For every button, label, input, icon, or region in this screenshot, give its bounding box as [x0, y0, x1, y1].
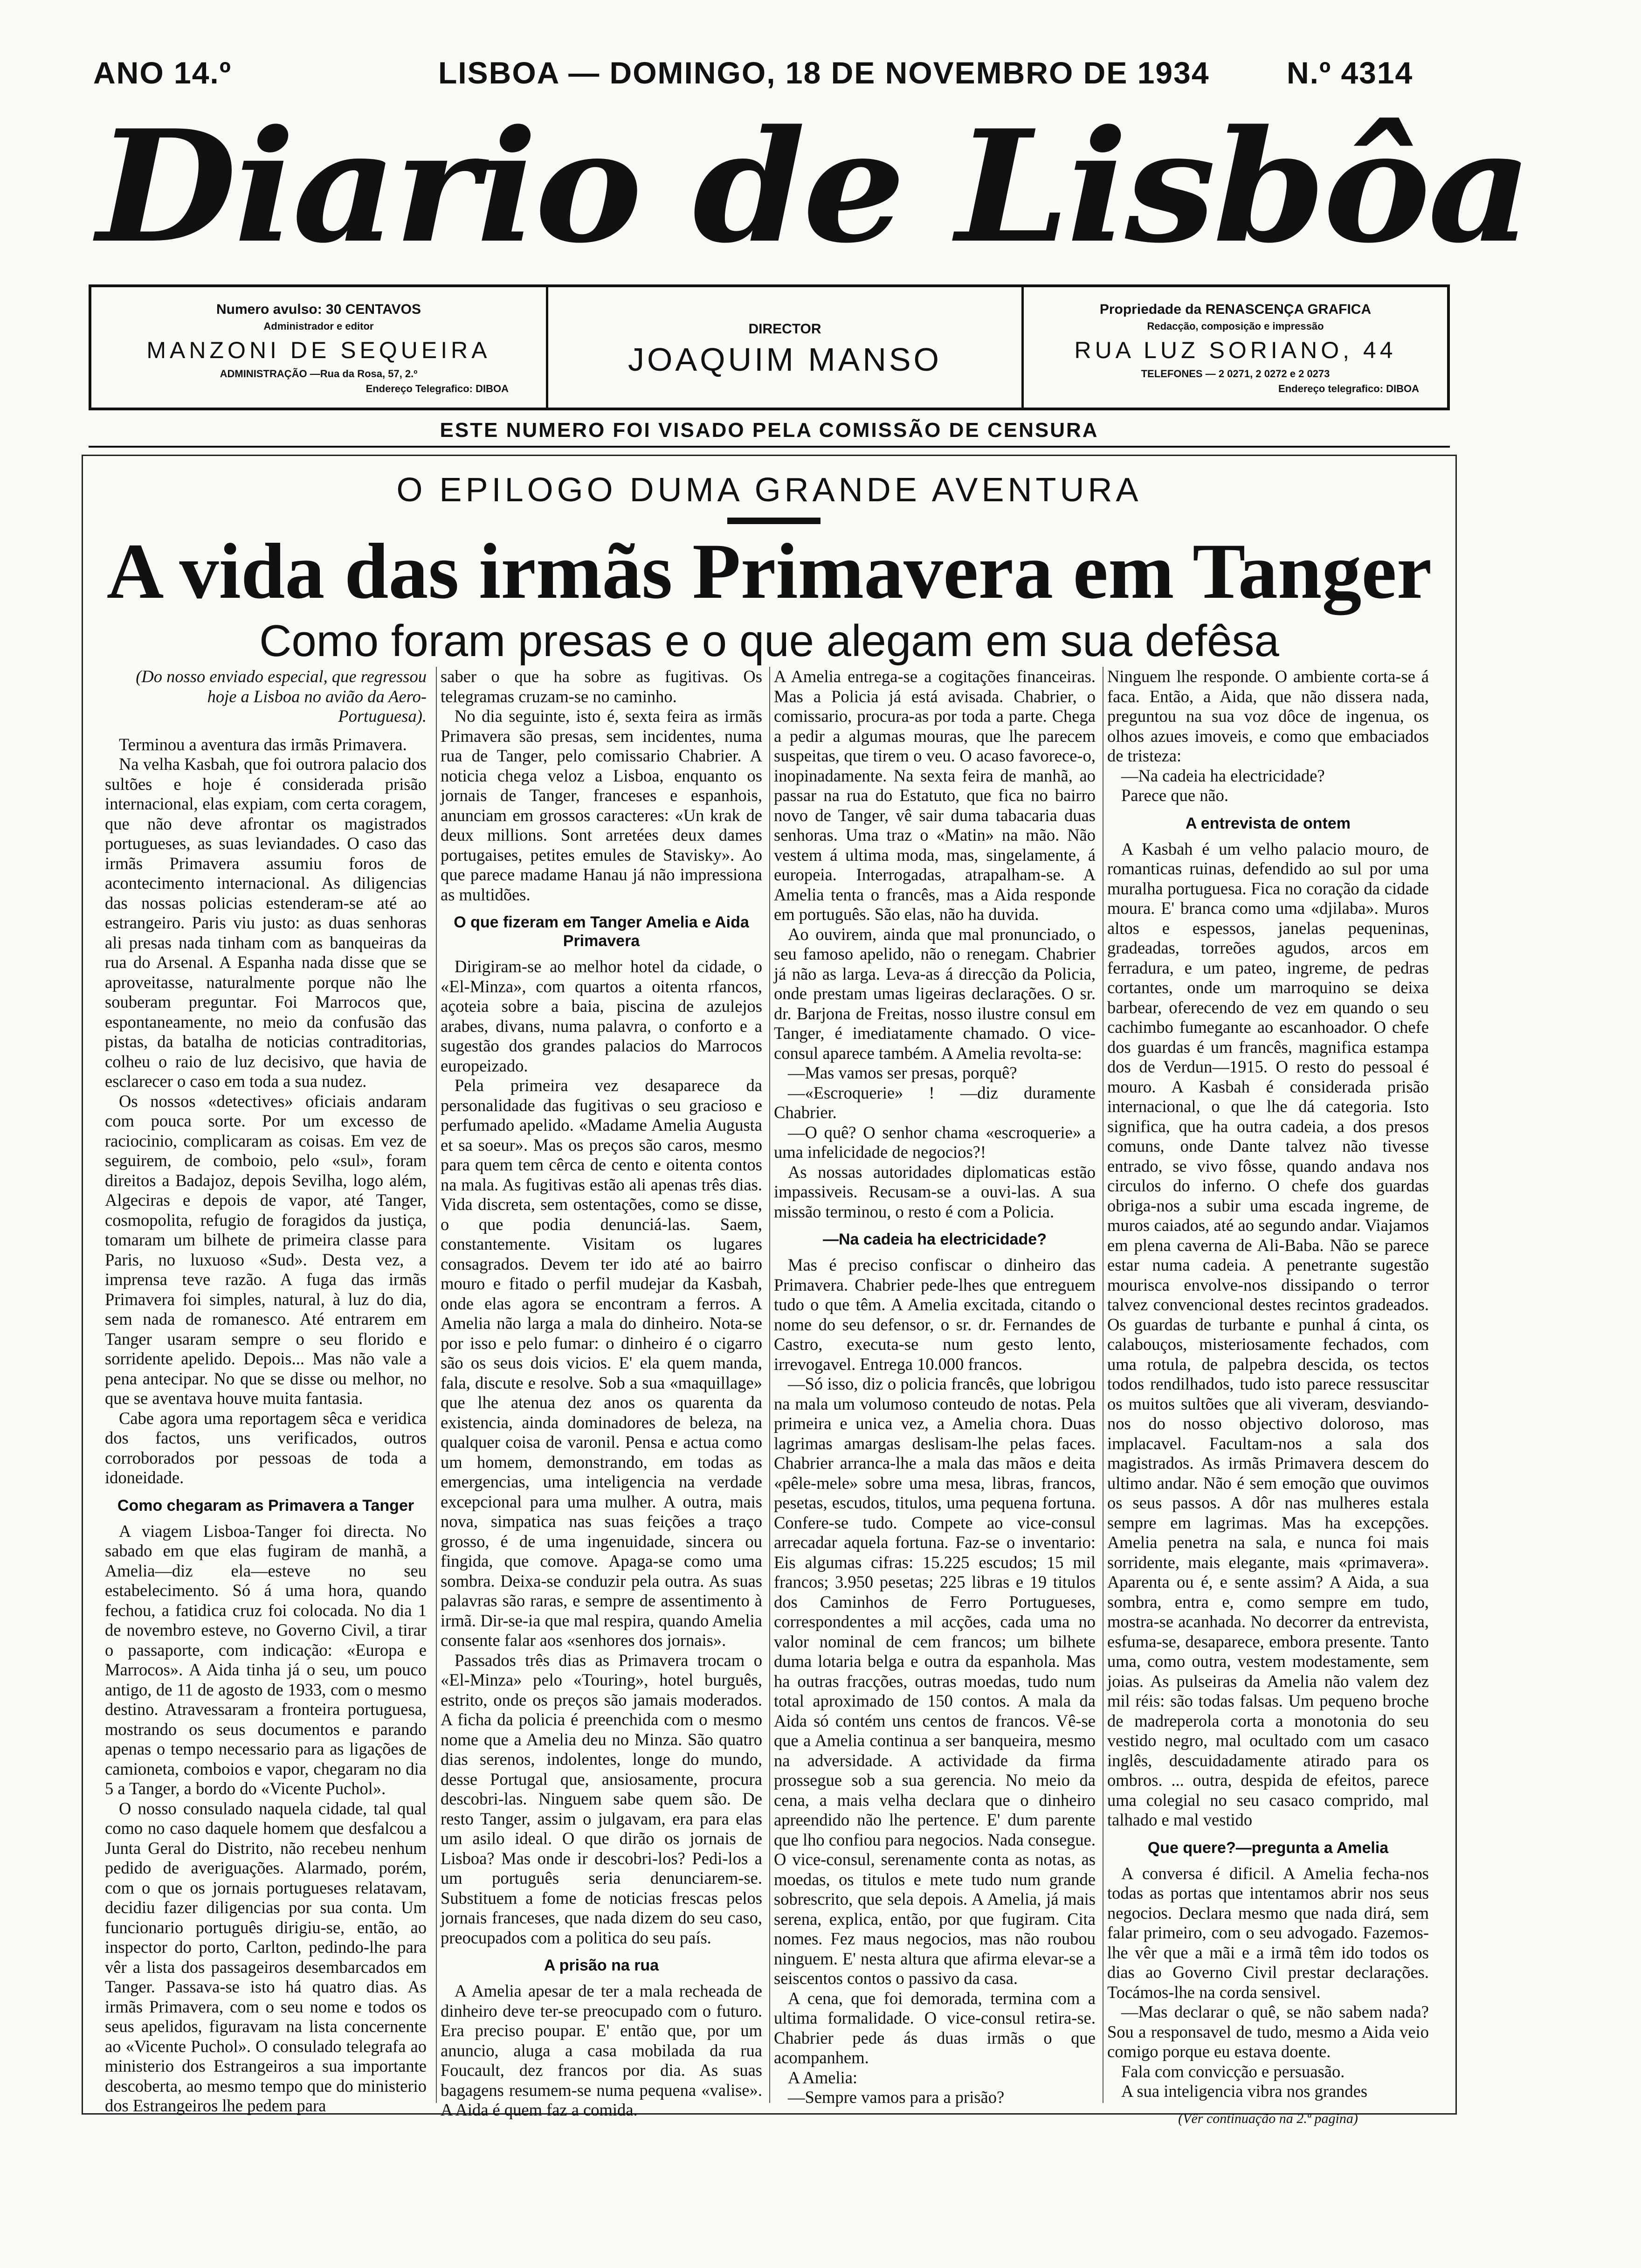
- paragraph: O nosso consulado naquela cidade, tal qual como no caso daquele homem que desfalcou a Junta Geral do Distrito, não recebeu nenhum pedido de averiguações. Alarmado, porém, com o que os jornais portugueses relatavam, decidiu fazer diligencias por sua conta. Um funcionario português dirigiu-se, então, ao inspector do porto, Carlton, pedindo-lhe para vêr a lista dos passageiros desembarcados em Tanger. Passava-se isto há quatro dias. As irmãs Primavera, com o seu nome e todos os seus apelidos, figuravam na lista concernente ao «Vicente Puchol». O consulado telegrafa ao ministerio dos Estrangeiros a sua importante descoberta, ao mesmo tempo que do ministerio dos Estrangeiros lhe pedem para: [105, 1798, 427, 2115]
- director-role: DIRECTOR: [748, 321, 821, 337]
- section-heading: Como chegaram as Primavera a Tanger: [117, 1496, 414, 1514]
- paragraph: A Amelia entrega-se a cogitações financeiras. Mas a Policia já está avisada. Chabrier, o comissario, procura-as por toda a parte. Chega a pedir a algumas mouras, que lhe parecem suspeitas, que tirem o veu. O acaso favorece-o, inopinadamente. Na sexta feira de manhã, ao passar na rua do Estatuto, que fica no bairro novo de Tanger, vê sair duma tabacaria duas senhoras. Uma traz o «Matin» na mão. Não vestem á ultima moda, mas, singelamente, á europeia. Interrogadas, atrapalham-se. A Amelia tenta o francês, mas a Aida responde em português. São elas, não ha duvida.: [774, 667, 1096, 924]
- paragraph: saber o que ha sobre as fugitivas. Os telegramas cruzam-se no caminho.: [441, 667, 762, 706]
- owner-address: RUA LUZ SORIANO, 44: [1074, 337, 1397, 363]
- dialogue-line: —Mas vamos ser presas, porquê?: [788, 1063, 1017, 1082]
- admin-telegraph: Endereço Telegrafico: DIBOA: [365, 383, 509, 394]
- admin-address: ADMINISTRAÇÃO —Rua da Rosa, 57, 2.º: [220, 368, 418, 380]
- correspondent-note: (Do nosso enviado especial, que regressou hoje a Lisboa no avião da Aero-Portuguesa).: [136, 667, 427, 726]
- article-column-2: [441, 667, 762, 2119]
- dialogue-line: —«Escroquerie» ! —diz duramente Chabrier.: [774, 1083, 1096, 1122]
- continuation-note: (Vêr continuação na 2.ª pagina): [1178, 2110, 1358, 2126]
- paragraph: Dirigiram-se ao melhor hotel da cidade, o «El-Minza», com quartos a oitenta rfancos, açoteia sobre a baia, piscina de azulejos arabes, divans, numa palavra, o conforto e a sugestão dos grandes palacios do Marrocos europeizado.: [441, 957, 762, 1075]
- issue-date: LISBOA — DOMINGO, 18 DE NOVEMBRO DE 1934: [438, 55, 1210, 90]
- dialogue-line: —Mas declarar o quê, se não sabem nada? Sou a responsavel de tudo, mesmo a Aida veio comigo porque eu estava doente.: [1107, 2002, 1429, 2061]
- paragraph: Ninguem lhe responde. O ambiente corta-se á faca. Então, a Aida, que não dissera nada, preguntou na sua voz dôce de ingenua, os olhos azues imoveis, e como que embaciados de tristeza:: [1107, 667, 1429, 765]
- director-name: JOAQUIM MANSO: [627, 341, 942, 378]
- paragraph: Passados três dias as Primavera trocam o «El-Minza» pelo «Touring», hotel burguês, estrito, onde os preços são jamais moderados. A ficha da policia é preenchida com o mesmo nome que a Amelia deu no Minza. São quatro dias serenos, indolentes, longe do mundo, desse Portugal que, ansiosamente, procura descobri-las. Ninguem sabe quem são. De resto Tanger, assim o julgavam, era para elas um asilo ideal. O que dirão os jornais de Lisboa? Mas onde ir descobri-los? Pedi-los a um português seria denunciarem-se. Substituem a fome de noticias frescas pelos jornais franceses, que nada dizem do seu caso, preocupados com a politica do seu país.: [441, 1650, 762, 1947]
- paragraph: —Só isso, diz o policia francês, que lobrigou na mala um volumoso conteudo de notas. Pela primeira e unica vez, a Amelia chora. Duas lagrimas amargas deslisam-lhe pelas faces. Chabrier arranca-lhe a mala das mãos e deita «pêle-mele» sobre uma mesa, libras, francos, pesetas, escudos, titulos, uma pequena fortuna. Confere-se tudo. Compete ao vice-consul arrecadar aquela fortuna. Faz-se o inventario: Eis algumas cifras: 15.225 escudos; 15 mil francos; 3.950 pesetas; 225 libras e 19 titulos dos Caminhos de Ferro Portugueses, correspondentes a mil acções, cada uma no valor nominal de cem francos; um bilhete duma lotaria belga e outra da espanhola. Mas ha outras fracções, outras moedas, tudo num total aproximado de 150 contos. A mala da Aida só contém uns centos de francos. Vê-se que a Amelia continua a ser banqueira, mesmo na adversidade. A actividade da firma prossegue sob a sua gerencia. No meio da cena, a mais velha declara que o dinheiro apreendido não lhe pertence. E' dum parente que lho confiou para negocios. Nada consegue. O vice-consul, serenamente conta as notas, as moedas, os titulos e mete tudo num grande sobrescrito, que sela depois. A Amelia, já mais serena, explica, então, por que fugiram. Cita nomes. Fez maus negocios, mas não roubou ninguem. E' nesta altura que afirma elevar-se a seiscentos contos o passivo da casa.: [774, 1374, 1096, 1988]
- masthead-logo: Diario de Lisbôa: [97, 96, 1530, 277]
- phones: TELEFONES — 2 0271, 2 0272 e 2 0273: [1141, 368, 1330, 380]
- article-column-1: [105, 667, 427, 2115]
- paragraph: A Amelia apesar de ter a mala recheada de dinheiro deve ter-se preocupado com o futuro. Era preciso poupar. E' então que, por um anuncio, aluga a casa mobilada da rua Foucault, dez francos por dia. As suas bagagens resumem-se numa pequena «valise». A Aida é quem faz a comida.: [441, 1981, 762, 2119]
- owner-telegraph: Endereço telegrafico: DIBOA: [1278, 383, 1419, 394]
- price: Numero avulso: 30 CENTAVOS: [216, 302, 421, 317]
- publication-info-box: [89, 284, 1450, 410]
- admin-name: MANZONI DE SEQUEIRA: [146, 337, 491, 363]
- dialogue-line: —O quê? O senhor chama «escroquerie» a uma infelicidade de negocios?!: [774, 1122, 1096, 1162]
- owner: Propriedade da RENASCENÇA GRAFICA: [1099, 302, 1372, 317]
- section-heading: Que quere?—pregunta a Amelia: [1147, 1839, 1389, 1857]
- admin-info: [91, 287, 548, 408]
- workshop: Redacção, composição e impressão: [1147, 320, 1324, 332]
- censor-notice: ESTE NUMERO FOI VISADO PELA COMISSÃO DE CENSURA: [89, 419, 1450, 448]
- article-kicker: O EPILOGO DUMA GRANDE AVENTURA: [396, 471, 1142, 509]
- paragraph: A viagem Lisboa-Tanger foi directa. No sabado em que elas fugiram de manhã, a Amelia—diz ela—esteve no seu estabelecimento. Só á uma hora, quando fechou, a fatidica cruz foi colocada. No dia 1 de novembro esteve, no Governo Civil, a tirar o passaporte, com indicação: «Europa e Marrocos». A Aida tinha já o seu, um pouco antigo, de 11 de agosto de 1933, com o mesmo destino. Atravessaram a fronteira portuguesa, mostrando os seus documentos e parando apenas o tempo necessario para as ligações de camioneta, comboios e vapor, chegaram no dia 5 a Tanger, a bordo do «Vicente Puchol».: [105, 1521, 427, 1798]
- article-column-3: [774, 667, 1096, 2112]
- director-info: [548, 287, 1024, 408]
- paragraph: No dia seguinte, isto é, sexta feira as irmãs Primavera são presas, sem incidentes, numa rua de Tanger, pelo comissario Chabrier. A noticia chega veloz a Lisboa, enquanto os jornais de Tanger, franceses e espanhois, anunciam em grossos caracteres: «Un krak de deux millions. Sont arretées deux dames portugaises, petites emules de Stavisky». Ao que parece madame Hanau já não impressiona as multidões.: [441, 706, 762, 904]
- paragraph: Os nossos «detectives» oficiais andaram com pouca sorte. Por um excesso de raciocinio, complicaram as coisas. Em vez de seguirem, de comboio, pelo «sul», foram direitos a Badajoz, depois Sevilha, logo além, Algeciras e depois de vapor, até Tanger, cosmopolita, refugio de foragidos da justiça, tomaram um bilhete de primeira classe para Paris, no luxuoso «Sud». Desta vez, a imprensa teve razão. A fuga das irmãs Primavera foi simples, natural, à luz do dia, sem nada de romanesco. Até entrarem em Tanger usaram sempre o seu florido e sorridente apelido. Depois... Mas não vale a pena antecipar. No que se disse ou melhor, no que se aventava houve muita fantasia.: [105, 1091, 427, 1408]
- paragraph: Cabe agora uma reportagem sêca e veridica dos factos, uns verificados, outros corroborados por pessoas de toda a idoneidade.: [105, 1408, 427, 1487]
- paragraph: A conversa é dificil. A Amelia fecha-nos todas as portas que intentamos abrir nos seus negocios. Declara mesmo que nada dirá, sem falar primeiro, com o seu advogado. Fazemos-lhe vêr que a mãi e a irmã têm ido todos os dias ao Governo Civil prestar declarações. Tocámos-lhe na corda sensivel.: [1107, 1863, 1429, 2002]
- column-rule: [436, 667, 437, 2103]
- article-subhead: Como foram presas e o que alegam em sua defêsa: [259, 616, 1279, 666]
- section-heading: O que fizeram em Tanger Amelia e Aida Primavera: [454, 913, 749, 950]
- paragraph: Terminou a aventura das irmãs Primavera.: [119, 734, 407, 754]
- owner-info: [1024, 287, 1447, 408]
- dialogue-line: —Na cadeia ha electricidade?: [1121, 766, 1325, 785]
- paragraph: A Kasbah é um velho palacio mouro, de romanticas ruinas, defendido ao sul por uma muralha portuguesa. Fica no coração da cidade moura. E' branca como uma «djilaba». Muros altos e espessos, janelas pequeninas, gradeadas, torreões agudos, arcos em ferradura, e um pateo, ingreme, de pedras cortantes, onde um marroquino se deixa barbear, oferecendo de vez em quando o seu cachimbo fumegante ao escanhoador. O chefe dos guardas é um francês, magnifica estampa dos de Verdun—1915. O resto do pessoal é mouro. A Kasbah é considerada prisão internacional, o que lhe dá categoria. Isto significa, que ha outra cadeia, a dos presos comuns, onde Dante talvez não tivesse entrado, se vivo fôsse, quando andava nos circulos do inferno. O chefe dos guardas obriga-nos a subir uma escada ingreme, de muros caiados, até ao segundo andar. Viajamos em plena caverna de Ali-Baba. Não se parece estar numa cadeia. A penetrante sugestão mourisca envolve-nos dissipando o terror talvez convencional destes recintos gradeados. Os guardas de turbante e punhal á cinta, os calabouços, misteriosamente fechados, com uma rotula, de palpebra descida, os tectos todos rendilhados, tudo isto parece ressuscitar os muitos sultões que ali viveram, desviando-nos do nosso objectivo doloroso, mas implacavel. Facultam-nos a sala dos magistrados. As irmãs Primavera descem do ultimo andar. Não é sem emoção que ouvimos os seus passos. A dôr nas mulheres estala sempre em lagrimas. Mas ha excepções. Amelia penetra na sala, e nunca foi mais sorridente, mais elegante, mais «primavera». Aparenta ou é, e sente assim? A Aida, a sua sombra, entra e, como sempre em tudo, mostra-se acanhada. No decorrer da entrevista, esfuma-se, desaparece, embora presente. Tanto uma, como outra, vestem modestamente, sem joias. As pulseiras da Amelia não valem dez mil réis: são todas falsas. Um pequeno broche de madreperola corta a monotonia do seu vestido negro, mal ocultado com um casaco inglês, descuidadamente atirado para os ombros. ... outra, despida de efeitos, parece uma colegial no seu casaco comprido, mal talhado e mal vestido: [1107, 839, 1429, 1829]
- issue-year: ANO 14.º: [93, 55, 232, 90]
- paragraph: A sua inteligencia vibra nos grandes: [1121, 2081, 1368, 2101]
- paragraph: Fala com convicção e persuasão.: [1121, 2061, 1345, 2081]
- dialogue-line: —Sempre vamos para a prisão?: [788, 2088, 1005, 2107]
- paragraph: Pela primeira vez desaparece da personalidade das fugitivas o seu gracioso e perfumado apelido. «Madame Amelia Augusta et sa soeur». Mas os preços são caros, mesmo para quem tem cêrca de cento e oitenta contos na mala. As fugitivas estão ali apenas três dias. Vida discreta, sem ostentações, como se disse, o que podia denunciá-las. Saem, constantemente. Visitam os lugares consagrados. Devem ter ido até ao bairro mouro e fitado o perfil mudejar da Kasbah, onde elas agora se encontram a ferros. A Amelia não larga a mala do dinheiro. Nota-se por isso e pelo fumar: o dinheiro é o cigarro são os seus dois vicios. E' ela quem manda, fala, discute e resolve. Sob a sua «maquillage» que lhe atenua dez anos os quarenta da existencia, ainda dominadores de beleza, na qualquer coisa de varonil. Pensa e actua como um homem, demonstrando, em todas as emergencias, uma inteligencia na verdade excepcional para uma mulher. A outra, mais nova, simpatica nas suas feições a traço grosso, é de uma ingenuidade, sincera ou fingida, que comove. Apaga-se como uma sombra. Deixa-se conduzir pela outra. As suas palavras são raras, e sempre de assentimento à irmã. Dir-se-ia que mal respira, quando Amelia consente falar aos «senhores dos jornais».: [441, 1076, 762, 1650]
- paragraph: A Amelia:: [788, 2067, 858, 2087]
- paragraph: A cena, que foi demorada, termina com a ultima formalidade. O vice-consul retira-se. Chabrier pede ás duas irmãs o que acompanhem.: [774, 1988, 1096, 2067]
- paragraph: Na velha Kasbah, que foi outrora palacio dos sultões e hoje é considerada prisão internacional, elas expiam, com certa coragem, que não deve afrontar os magistrados portugueses, as suas leviandades. O caso das irmãs Primavera assumiu foros de acontecimento internacional. As diligencias das nossas policias estenderam-se até ao estrangeiro. Paris viu justo: as duas senhoras ali presas nada tinham com as banqueiras da rua do Arsenal. A Espanha nada disse que se aproveitasse, naturalmente porque não lhe souberam preguntar. Foi Marrocos que, espontaneamente, no meio da confusão das pistas, da batalha de noticias contraditorias, colheu o raio de luz decisivo, que havia de esclarecer o caso em toda a sua nudez.: [105, 754, 427, 1091]
- admin-role: Administrador e editor: [263, 320, 374, 332]
- dateline-bar: [93, 55, 1417, 92]
- section-heading: A prisão na rua: [544, 1957, 659, 1974]
- section-heading: —Na cadeia ha electricidade?: [823, 1231, 1047, 1248]
- paragraph: Mas é preciso confiscar o dinheiro das Primavera. Chabrier pede-lhes que entreguem tudo o que têm. A Amelia excitada, citando o nome do seu defensor, o sr. dr. Fernandes de Castro, executa-se num gesto lento, irrevogavel. Entrega 10.000 francos.: [774, 1255, 1096, 1374]
- headline-rule: [727, 518, 820, 524]
- issue-number: N.º 4314: [1287, 55, 1413, 90]
- paragraph: Parece que não.: [1121, 786, 1229, 805]
- article-column-4: [1107, 667, 1429, 2126]
- paragraph: Ao ouvirem, ainda que mal pronunciado, o seu famoso apelido, não o renegam. Chabrier já não as larga. Leva-as á direcção da Policia, onde prestam umas ligeiras declarações. O sr. dr. Barjona de Freitas, nosso ilustre consul em Tanger, é imediatamente chamado. O vice-consul aparece também. A Amelia revolta-se:: [774, 924, 1096, 1063]
- section-heading: A entrevista de ontem: [1186, 814, 1351, 832]
- paragraph: As nossas autoridades diplomaticas estão impassiveis. Recusam-se a ouvi-las. A sua missão terminou, o resto é com a Policia.: [774, 1162, 1096, 1221]
- column-rule: [769, 667, 770, 2103]
- article-headline: A vida das irmãs Primavera em Tanger: [106, 527, 1432, 615]
